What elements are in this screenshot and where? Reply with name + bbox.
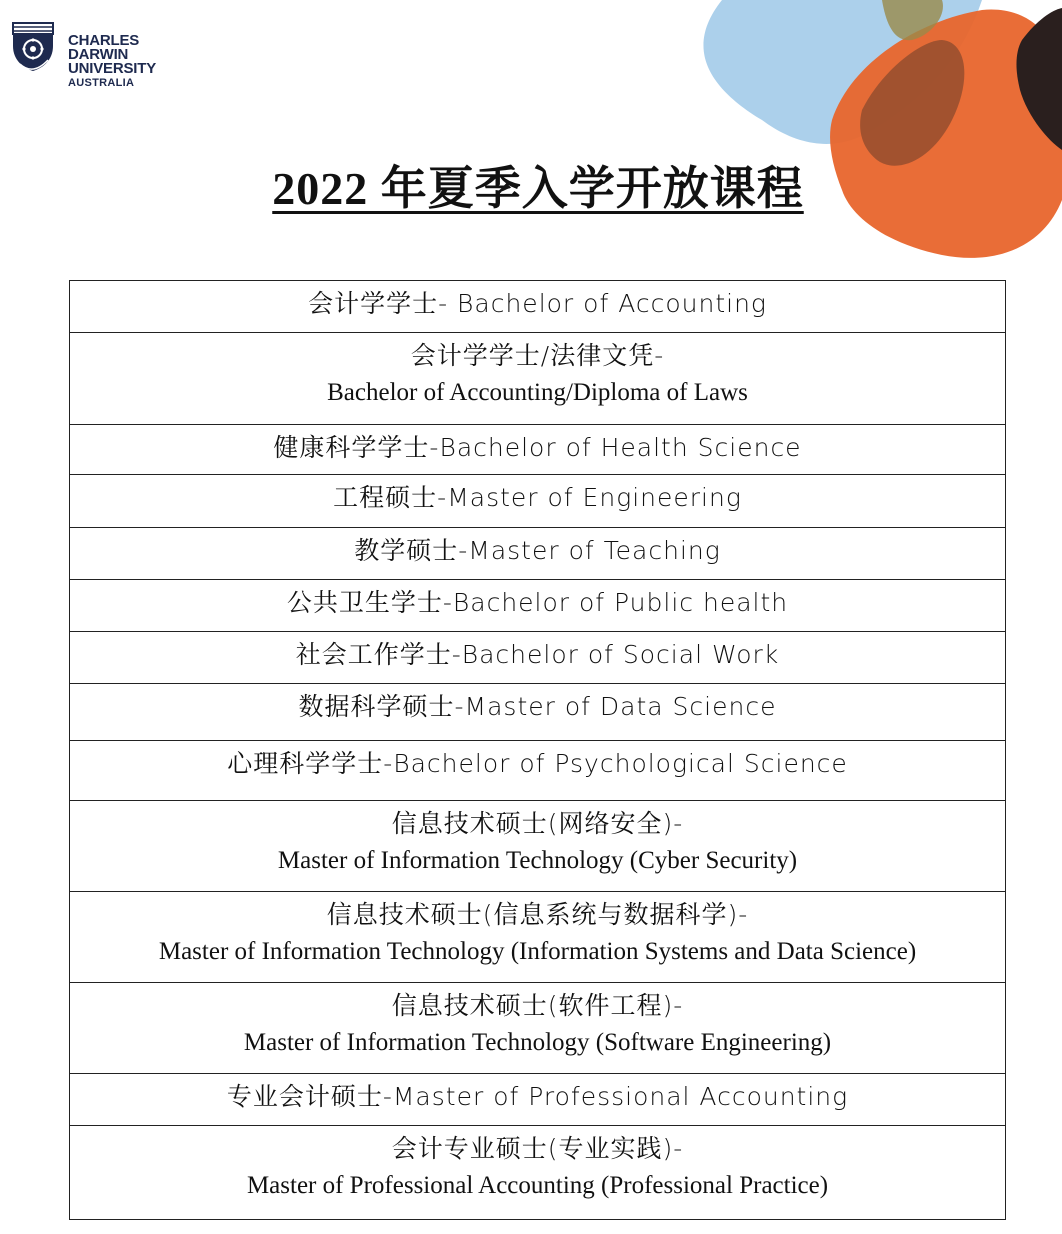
course-cell — [70, 475, 1006, 528]
course-cell — [70, 333, 1006, 425]
course-cell — [70, 983, 1006, 1074]
course-name-en: Bachelor of Accounting/Diploma of Laws — [327, 379, 748, 406]
course-cell — [70, 1126, 1006, 1220]
course-table — [69, 280, 1006, 1220]
course-cell — [70, 281, 1006, 333]
course-cell — [70, 580, 1006, 632]
course-name-en: Master of Professional Accounting (Professional Practice) — [246, 1172, 829, 1199]
course-name-en: Master of Information Technology (Information Systems and Data Science) — [158, 938, 917, 965]
course-name-cn: 会计专业硕士(专业实践)- — [391, 1134, 684, 1163]
page-title — [0, 152, 1062, 218]
university-logo — [10, 16, 180, 89]
course-name: 工程硕士-Master of Engineering — [333, 483, 742, 512]
course-name: 专业会计硕士-Master of Professional Accounting — [226, 1082, 849, 1111]
page-title-text: 2022 年夏季入学开放课程 — [272, 163, 804, 214]
course-cell — [70, 425, 1006, 475]
logo-line-4: AUSTRALIA — [68, 77, 135, 89]
table-row — [70, 528, 1006, 580]
course-cell — [70, 632, 1006, 684]
course-name-en: Master of Information Technology (Software Engineering) — [243, 1029, 832, 1056]
course-name: 会计学学士- Bachelor of Accounting — [308, 289, 767, 318]
table-row — [70, 632, 1006, 684]
course-name: 心理科学学士-Bachelor of Psychological Science — [227, 749, 848, 778]
course-name: 社会工作学士-Bachelor of Social Work — [295, 640, 780, 669]
university-crest-icon — [10, 20, 56, 74]
logo-line-3: UNIVERSITY — [68, 60, 157, 77]
course-cell — [70, 528, 1006, 580]
table-row — [70, 1126, 1006, 1220]
course-name-cn: 信息技术硕士(信息系统与数据科学)- — [326, 900, 749, 929]
course-cell — [70, 684, 1006, 741]
decorative-blobs — [682, 0, 1062, 262]
course-name: 健康科学学士-Bachelor of Health Science — [273, 433, 802, 462]
course-cell — [70, 892, 1006, 983]
table-row — [70, 425, 1006, 475]
course-name-en: Master of Information Technology (Cyber Security) — [277, 847, 798, 874]
table-row — [70, 983, 1006, 1074]
course-cell — [70, 741, 1006, 801]
table-row — [70, 333, 1006, 425]
university-wordmark — [68, 34, 156, 90]
course-name-cn: 会计学学士/法律文凭- — [410, 341, 665, 370]
course-cell — [70, 801, 1006, 892]
course-name: 公共卫生学士-Bachelor of Public health — [286, 588, 789, 617]
table-row — [70, 801, 1006, 892]
table-row — [70, 741, 1006, 801]
course-name-cn: 信息技术硕士(网络安全)- — [391, 809, 684, 838]
table-row — [70, 281, 1006, 333]
course-name: 数据科学硕士-Master of Data Science — [298, 692, 777, 721]
course-name: 教学硕士-Master of Teaching — [354, 536, 721, 565]
logo-line-2: DARWIN — [68, 46, 129, 63]
table-row — [70, 1074, 1006, 1126]
logo-line-1: CHARLES — [68, 32, 140, 49]
table-row — [70, 892, 1006, 983]
course-name-cn: 信息技术硕士(软件工程)- — [391, 991, 684, 1020]
table-row — [70, 475, 1006, 528]
table-row — [70, 684, 1006, 741]
table-row — [70, 580, 1006, 632]
course-cell — [70, 1074, 1006, 1126]
